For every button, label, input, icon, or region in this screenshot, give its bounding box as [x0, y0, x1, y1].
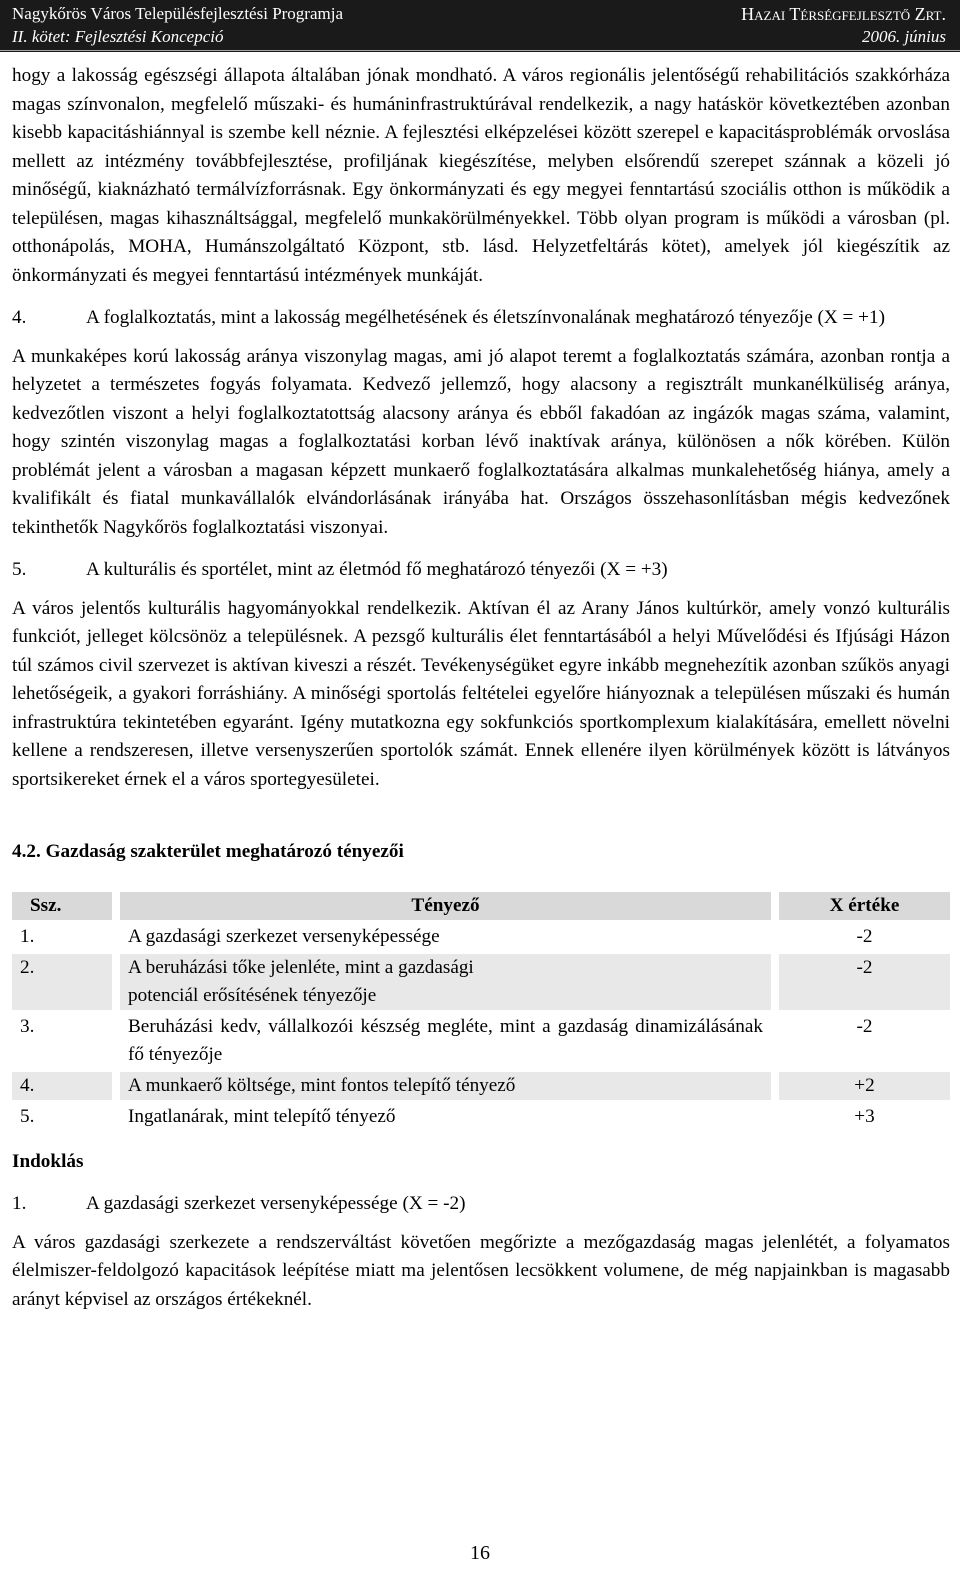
row-factor: A munkaerő költsége, mint fontos telepítő tényező: [112, 1072, 771, 1100]
table-row: [12, 954, 950, 1010]
row-factor: Beruházási kedv, vállalkozói készség megléte, mint a gazdaság dinamizálásának fő tényezője: [112, 1013, 771, 1069]
subheading-text: A kulturális és sportélet, mint az életmód fő meghatározó tényezői (X = +3): [86, 559, 668, 580]
paragraph-employment: A munkaképes korú lakosság aránya viszonylag magas, ami jó alapot teremt a foglalkoztatás számára, azonban rontja a helyzetet a természetes fogyás folyamata. Kedvező jellemző, hogy alacsony a regisztrált munkanélküliség aránya, kedvezőtlen viszont a helyi foglalkoztatottság alacsony aránya és ebből fakadóan az ingázók magas száma, valamint, hogy szintén viszonylag magas a foglalkoztatási korban lévő inaktívak aránya, különösen a nők körében. Külön problémát jelent a városban a magasan képzett munkaerő foglalkoztatására alkalmas munkalehetőség hiánya, amely a kvalifikált és fiatal munkavállalók elvándorlásának irányába hat. Országos összehasonlításban mégis kedvezőnek tekinthetők Nagykőrös foglalkoztatási viszonyai.: [12, 345, 950, 538]
table-row: [12, 923, 950, 951]
row-number: 1.: [20, 925, 35, 947]
indoklas-title: Indoklás: [12, 1150, 84, 1172]
page-number: 16: [470, 1542, 490, 1564]
header-volume-title: II. kötet: Fejlesztési Koncepció: [12, 27, 224, 46]
row-number: 5.: [20, 1105, 35, 1127]
table-row: [12, 1072, 950, 1100]
subheading-employment: [12, 304, 950, 333]
page-header: [0, 0, 960, 52]
subheading-text: A foglalkoztatás, mint a lakosság megélhetésének és életszínvonalának meghatározó tényezője (X = +1): [86, 307, 885, 328]
row-factor: Ingatlanárak, mint telepítő tényező: [112, 1103, 771, 1131]
subheading-culture: [12, 556, 950, 585]
table-header-cell: Ssz.: [12, 892, 112, 920]
paragraph-culture: A város jelentős kulturális hagyományokkal rendelkezik. Aktívan él az Arany János kultúrkör, amely vonzó kulturális funkciót, jelleget kölcsönöz a településnek. A pezsgő kulturális élet fenntartásából a helyi Művelődési és Ifjúsági Házon túl számos civil szervezet is aktívan kiveszi a részét. Tevékenységüket egyre inkább megnehezítik azonban szűkös anyagi lehetőségeik, a gyakori forráshiány. A minőségi sportolás feltételei egyelőre hiányoznak a településen műszaki és humán infrastruktúra tekintetében egyaránt. Igény mutatkozna egy sokfunkciós sportkomplexum kialakítására, emellett növelni kellene a rendszeresen, illetve versenyszerűen sportolók számát. Ennek ellenére ilyen körülmények között is látványos sportsikereket érnek el a város sportegyesületei.: [12, 597, 950, 790]
factors-table: [12, 889, 950, 1134]
document-body: [12, 62, 950, 1314]
row-factor: A gazdasági szerkezet versenyképessége: [112, 923, 771, 951]
subheading-number: 4.: [12, 307, 27, 328]
row-value: -2: [771, 954, 950, 1010]
row-value: -2: [771, 1013, 950, 1069]
paragraph-economy: A város gazdasági szerkezete a rendszerváltást követően megőrizte a mezőgazdaság magas jelenlétét, a folyamatos élelmiszer-feldolgozó kapacitások leépítése miatt ma jelentősen lecsökkent volumene, de még napjainkban is magasabb arányt képvisel az országos értékeknél.: [12, 1231, 950, 1310]
paragraph-health: hogy a lakosság egészségi állapota általában jónak mondható. A város regionális jelentőségű rehabilitációs szakkórháza magas színvonalon, megfelelő műszaki- és humáninfrastruktúrával rendelkezik, a nagy hatáskör következtében azonban kisebb kapacitáshiánnyal is szembe kell néznie. A fejlesztési elképzelései között szerepel e kapacitásproblémák orvoslása mellett az intézmény továbbfejlesztése, profiljának kiegészítése, melyben elsőrendű szerepet szánnak a közeli jó minőségű, kiaknázható termálvízforrásnak. Egy önkormányzati és egy megyei fenntartású szociális otthon is működik a településen, magas kihasználtsággal, megfelelő munkakörülményekkel. Több olyan program is működi a városban (pl. otthonápolás, MOHA, Humánszolgáltató Központ, stb. lásd. Helyzetfeltárás kötet), amelyek jól kiegészítik az önkormányzati és megyei fenntartású intézmények munkáját.: [12, 65, 950, 286]
table-row: [12, 1013, 950, 1069]
table-header-cell: Tényező: [112, 892, 771, 920]
table-row: [12, 1103, 950, 1131]
subheading-number: 1.: [12, 1193, 27, 1214]
header-program-title: Nagykőrös Város Településfejlesztési Programja: [12, 4, 344, 23]
subheading-economy: [12, 1190, 950, 1219]
row-number: 2.: [12, 954, 112, 1010]
table-header-cell: X értéke: [771, 892, 950, 920]
header-divider: [0, 50, 960, 51]
header-date: 2006. június: [861, 27, 946, 46]
section-title: 4.2. Gazdaság szakterület meghatározó tényezői: [12, 841, 404, 862]
subheading-text: A gazdasági szerkezet versenyképessége (X = -2): [86, 1193, 466, 1214]
table-header-row: [12, 892, 950, 920]
row-value: -2: [771, 923, 950, 951]
row-value: +2: [771, 1072, 950, 1100]
row-value: +3: [771, 1103, 950, 1131]
row-factor: A beruházási tőke jelenléte, mint a gazdasági potenciál erősítésének tényezője: [112, 954, 771, 1010]
subheading-number: 5.: [12, 559, 27, 580]
header-company-name: Hazai Térségfejlesztő Zrt.: [741, 4, 946, 24]
row-number: 4.: [12, 1072, 112, 1100]
row-number: 3.: [20, 1015, 35, 1037]
